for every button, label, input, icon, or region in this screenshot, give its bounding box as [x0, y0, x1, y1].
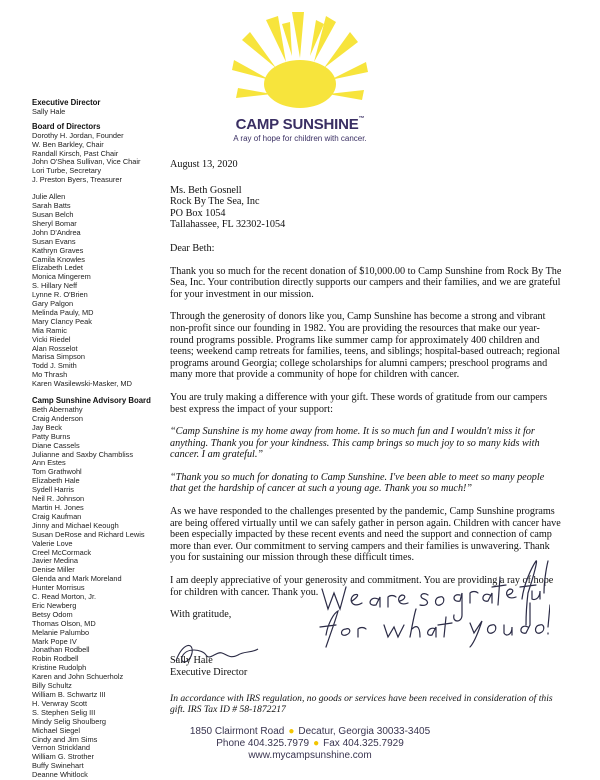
board-officer: W. Ben Barkley, Chair: [32, 139, 104, 149]
recipient-line: Ms. Beth Gosnell: [170, 184, 242, 196]
board-member: Monica Mingerem: [32, 272, 91, 282]
letter-date: August 13, 2020: [170, 159, 238, 170]
board-member: Vicki Riedel: [32, 334, 71, 344]
advisory-member: Sydell Harris: [32, 485, 74, 495]
board-member: Susan Evans: [32, 236, 76, 246]
board-heading: Board of Directors: [32, 121, 101, 131]
paragraph-generosity: Through the generosity of donors like you, Camp Sunshine has become a strong and vibrant non-profit since our founding in 1982. You are providing the resources that make our year-round programs possible. Programs like summer camp for approximately 400 children and teens; weekend camp retreats for families, teens, and siblings; hospital-based outreach; regional programs around Georgia; college scholarships for alumni campers; preschool programs and many more that provide a community of hope for children with cancer.: [170, 311, 561, 381]
advisory-member: Mark Pope IV: [32, 636, 77, 646]
board-member: Kathryn Graves: [32, 245, 84, 255]
board-officer: Dorothy H. Jordan, Founder: [32, 130, 124, 140]
logo-tagline: A ray of hope for children with cancer.: [233, 134, 367, 143]
board-member: Lynne R. O'Brien: [32, 290, 88, 300]
sun-icon: [230, 6, 370, 118]
board-member: Karen Wasilewski-Masker, MD: [32, 379, 132, 389]
bullet-icon: ●: [313, 738, 320, 749]
irs-notice: In accordance with IRS regulation, no goods or services have been received in consideration of this gift. IRS Tax ID # 58-1872217: [170, 692, 553, 715]
footer-street: 1850 Clairmont Road: [189, 726, 285, 737]
recipient-address: [170, 185, 562, 231]
board-officer: Lori Turbe, Secretary: [32, 166, 102, 176]
board-officer: John O'Shea Sullivan, Vice Chair: [32, 157, 141, 167]
board-member: Susan Belch: [32, 209, 74, 219]
handwritten-note: [300, 553, 550, 648]
executive-director-heading: Executive Director: [32, 98, 101, 107]
signer-name: Sally Hale: [170, 654, 213, 666]
letterhead-sidebar: [32, 99, 192, 780]
signature-block: [170, 643, 562, 693]
board-member: Mia Ramic: [32, 325, 67, 335]
advisory-member: Valerie Love: [32, 538, 73, 548]
footer-fax: Fax 404.325.7929: [323, 738, 404, 749]
advisory-member: Craig Kaufman: [32, 511, 82, 521]
advisory-member: Karen and John Schuerholz: [32, 672, 124, 682]
footer-address-line: [150, 726, 470, 738]
footer-website[interactable]: www.mycampsunshine.com: [248, 750, 372, 761]
board-member: S. Hillary Neff: [32, 281, 78, 291]
footer-contact-line: [150, 738, 470, 750]
advisory-member: Jinny and Michael Keough: [32, 520, 119, 530]
advisory-member: Deanne Whitlock: [32, 770, 88, 780]
paragraph-thank-you: Thank you so much for the recent donation of $10,000.00 to Camp Sunshine from Rock By The Sea, Inc. Your contribution directly supports our campers and their families, and we are grateful for your investment in our mission.: [170, 265, 562, 300]
executive-director-name: Sally Hale: [32, 106, 66, 116]
closing: With gratitude,: [170, 609, 232, 621]
recipient-line: Tallahassee, FL 32302-1054: [170, 219, 286, 231]
camper-quote-1: “Camp Sunshine is my home away from home. It is so much fun and I wouldn't miss it for anything. Thank you for your kindness. This camp brings so much joy to so many kids with cancer. I am grateful.”: [170, 426, 540, 461]
logo-wordmark: CAMP SUNSHINE™: [235, 116, 365, 133]
advisory-member: Kristine Rudolph: [32, 663, 87, 673]
board-member: Mary Clancy Peak: [32, 316, 92, 326]
camp-sunshine-logo: [230, 6, 370, 156]
advisory-member: Hunter Morrisus: [32, 583, 85, 593]
board-officer: Randall Kirsch, Past Chair: [32, 148, 119, 158]
advisory-member: H. Verwray Scott: [32, 698, 88, 708]
recipient-line: Rock By The Sea, Inc: [170, 196, 260, 208]
footer-phone: Phone 404.325.7979: [216, 738, 310, 749]
board-member: Camila Knowles: [32, 254, 85, 264]
board-member: Melinda Pauly, MD: [32, 307, 94, 317]
bullet-icon: ●: [288, 726, 295, 737]
board-member: Marisa Simpson: [32, 352, 85, 362]
board-members-list: [32, 193, 192, 389]
paragraph-pandemic: As we have responded to the challenges presented by the pandemic, Camp Sunshine programs are being offered virtually until we can safely gather in person again. Children with cancer have been especially impacted by these recent events and need the support and connection of camp more than ever. Our commitment to serving campers and their families is unwavering. Thank you for sustaining our mission through these difficult times.: [170, 506, 561, 564]
salutation: Dear Beth:: [170, 242, 215, 254]
advisory-member: Neil R. Johnson: [32, 494, 85, 504]
advisory-member: Thomas Olson, MD: [32, 618, 96, 628]
advisory-member: William B. Schwartz III: [32, 690, 106, 699]
advisory-member: Martin H. Jones: [32, 502, 84, 512]
advisory-board-heading: Camp Sunshine Advisory Board: [32, 396, 151, 406]
advisory-member: Elizabeth Hale: [32, 476, 80, 486]
advisory-member: Craig Anderson: [32, 413, 83, 423]
board-member: Sheryl Bomar: [32, 218, 77, 228]
footer-city: Decatur, Georgia 30033-3405: [298, 726, 431, 737]
advisory-member: Cindy and Jim Sims: [32, 734, 98, 744]
board-member: Julie Allen: [32, 192, 66, 202]
advisory-member: Eric Newberg: [32, 600, 77, 610]
recipient-line: PO Box 1054: [170, 207, 226, 219]
advisory-member: William G. Strother: [32, 752, 95, 762]
advisory-member: Diane Cassels: [32, 440, 80, 450]
advisory-member: Tom Grathwohl: [32, 467, 82, 477]
advisory-member: Beth Abernathy: [32, 405, 83, 414]
advisory-member: Denise Miller: [32, 565, 75, 575]
board-officers-list: [32, 132, 192, 185]
paragraph-appreciation: I am deeply appreciative of your generosity and commitment. You are providing a ray of hope for children with cancer. Thank you.: [170, 575, 554, 598]
advisory-member: Buffy Swinehart: [32, 761, 84, 771]
signer-title: Executive Director: [170, 666, 248, 678]
advisory-member: Creel McCormack: [32, 547, 92, 557]
advisory-member: Michael Siegel: [32, 725, 81, 735]
advisory-member: Betsy Odom: [32, 609, 73, 619]
letterhead-footer: [150, 726, 470, 762]
board-member: Gary Palgon: [32, 299, 74, 309]
board-member: Alan Rosselot: [32, 343, 78, 353]
advisory-member: Susan DeRose and Richard Lewis: [32, 529, 145, 539]
board-member: Todd J. Smith: [32, 361, 77, 371]
board-officer: J. Preston Byers, Treasurer: [32, 175, 122, 185]
paragraph-difference: You are truly making a difference with your gift. These words of gratitude from our campers best express the impact of your support:: [170, 391, 548, 415]
advisory-member: Robin Rodbell: [32, 654, 79, 664]
camper-quote-2: “Thank you so much for donating to Camp Sunshine. I've been able to meet so many people that get the hardship of cancer at such a young age. Thank you so much!”: [170, 471, 545, 495]
board-member: Elizabeth Ledet: [32, 263, 83, 273]
advisory-member: Julianne and Saxby Chambliss: [32, 449, 134, 459]
board-member: Mo Thrash: [32, 370, 68, 380]
advisory-member: Ann Estes: [32, 458, 66, 468]
board-member: Sarah Batts: [32, 201, 71, 211]
advisory-member: Billy Schultz: [32, 681, 72, 691]
advisory-member: C. Read Morton, Jr.: [32, 592, 97, 602]
advisory-members-list: [32, 406, 192, 780]
advisory-member: Vernon Strickland: [32, 743, 90, 753]
advisory-member: Jay Beck: [32, 422, 62, 432]
advisory-member: Glenda and Mark Moreland: [32, 574, 122, 584]
advisory-member: Mindy Selig Shoulberg: [32, 716, 106, 726]
advisory-member: S. Stephen Selig III: [32, 707, 96, 717]
advisory-member: Melanie Palumbo: [32, 627, 90, 637]
advisory-member: Jonathan Rodbell: [32, 645, 90, 655]
advisory-member: Patty Burns: [32, 431, 71, 441]
board-member: John D'Andrea: [32, 227, 81, 237]
advisory-member: Javier Medina: [32, 556, 79, 566]
